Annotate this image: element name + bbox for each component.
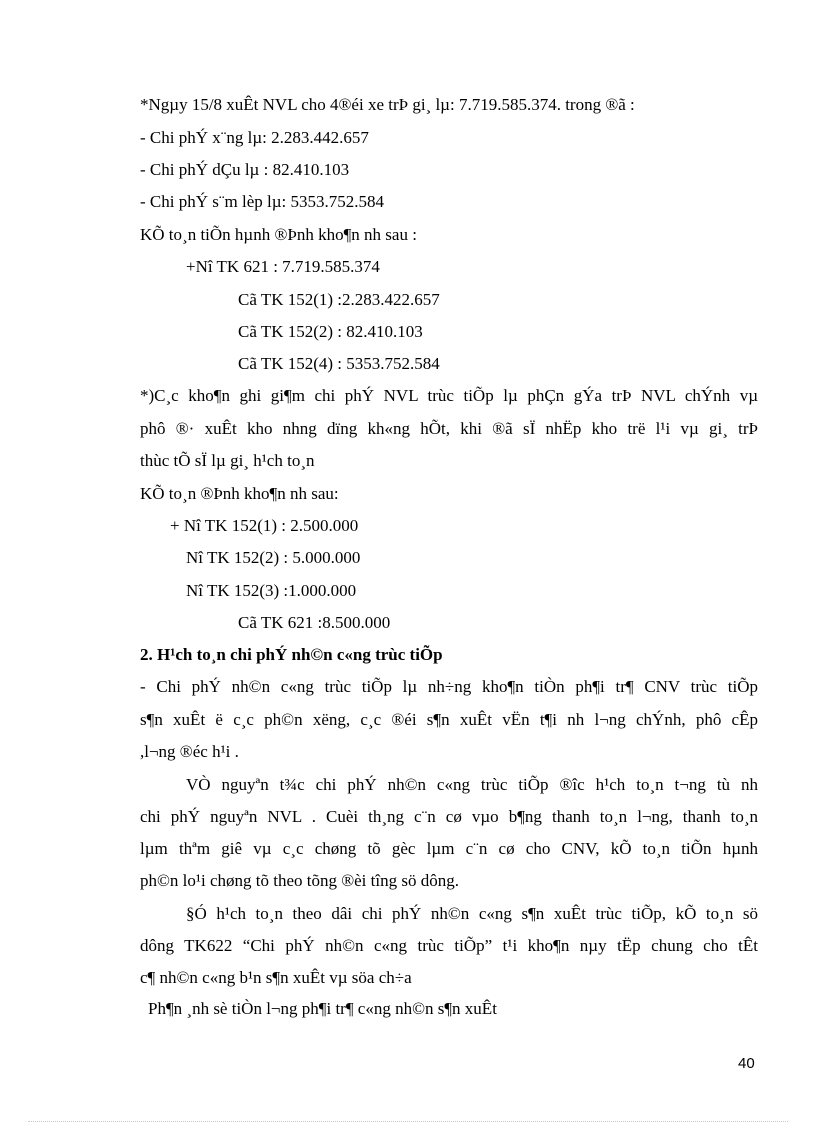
journal-entry-debit: + Nî TK 152(1) : 2.500.000 [170, 516, 359, 535]
text-line: - Chi phÝ x¨ng lµ: 2.283.442.657 [140, 128, 369, 147]
text-line: KÕ to¸n tiÕn hµnh ®Þnh kho¶n nh sau : [140, 225, 417, 244]
journal-entry-debit: Nî TK 152(3) :1.000.000 [186, 581, 357, 600]
paragraph-line: Ph¶n ¸nh sè tiÒn l¬ng ph¶i tr¶ c«ng nh©n s¶n xuÊt [148, 999, 497, 1018]
paragraph-line: dông TK622 “Chi phÝ nh©n c«ng trùc tiÕp” t¹i kho¶n nµy tËp chung cho tÊt [140, 936, 758, 955]
journal-entry-credit: Cã TK 152(4) : 5353.752.584 [238, 354, 440, 373]
section-heading: 2. H¹ch to¸n chi phÝ nh©n c«ng trùc tiÕp [140, 645, 443, 664]
page-bottom-rule [28, 1121, 788, 1122]
journal-entry-credit: Cã TK 621 :8.500.000 [238, 613, 391, 632]
text-line: KÕ to¸n ®Þnh kho¶n nh sau: [140, 484, 339, 503]
journal-entry-credit: Cã TK 152(2) : 82.410.103 [238, 322, 423, 341]
paragraph-line: chi phÝ nguyªn NVL . Cuèi th¸ng c¨n cø vµo b¶ng thanh to¸n l¬ng, thanh to¸n [140, 807, 758, 826]
text-line: - Chi phÝ dÇu lµ : 82.410.103 [140, 160, 350, 179]
text-line: *Ngµy 15/8 xuÊt NVL cho 4®éi xe trÞ gi¸ lµ: 7.719.585.374. trong ®ã : [140, 95, 635, 114]
paragraph-line: lµm thªm giê vµ c¸c chøng tõ gèc lµm c¨n cø cho CNV, kÕ to¸n tiÕn hµnh [140, 839, 758, 858]
text-line: - Chi phÝ s¨m lèp lµ: 5353.752.584 [140, 192, 385, 211]
journal-entry-debit: +Nî TK 621 : 7.719.585.374 [186, 257, 380, 276]
journal-entry-credit: Cã TK 152(1) :2.283.422.657 [238, 290, 440, 309]
paragraph-line: ph©n lo¹i chøng tõ theo tõng ®èi tîng sö dông. [140, 871, 459, 890]
paragraph-line: s¶n xuÊt ë c¸c ph©n xëng, c¸c ®éi s¶n xuÊt vËn t¶i nh l¬ng chÝnh, phô cÊp [140, 710, 758, 729]
journal-entry-debit: Nî TK 152(2) : 5.000.000 [186, 548, 361, 567]
paragraph-line: §Ó h¹ch to¸n theo dâi chi phÝ nh©n c«ng s¶n xuÊt trùc tiÕp, kÕ to¸n sö [186, 904, 758, 923]
paragraph-line: - Chi phÝ nh©n c«ng trùc tiÕp lµ nh÷ng kho¶n tiÒn ph¶i tr¶ CNV trùc tiÕp [140, 677, 758, 696]
paragraph-line: thùc tÕ sÏ lµ gi¸ h¹ch to¸n [140, 451, 315, 470]
paragraph-line: ,l¬ng ®éc h¹i . [140, 742, 239, 761]
paragraph-line: *)C¸c kho¶n ghi gi¶m chi phÝ NVL trùc tiÕp lµ phÇn gÝa trÞ NVL chÝnh vµ [140, 386, 758, 405]
paragraph-line: VÒ nguyªn t¾c chi phÝ nh©n c«ng trùc tiÕp ®îc h¹ch to¸n t¬ng tù nh [186, 775, 758, 794]
paragraph-line: phô ®· xuÊt kho nhng dïng kh«ng hÕt, khi ®ã sÏ nhËp kho trë l¹i vµ gi¸ trÞ [140, 419, 758, 438]
paragraph-line: c¶ nh©n c«ng b¹n s¶n xuÊt vµ söa ch÷a [140, 968, 412, 987]
page-number: 40 [738, 1055, 755, 1072]
